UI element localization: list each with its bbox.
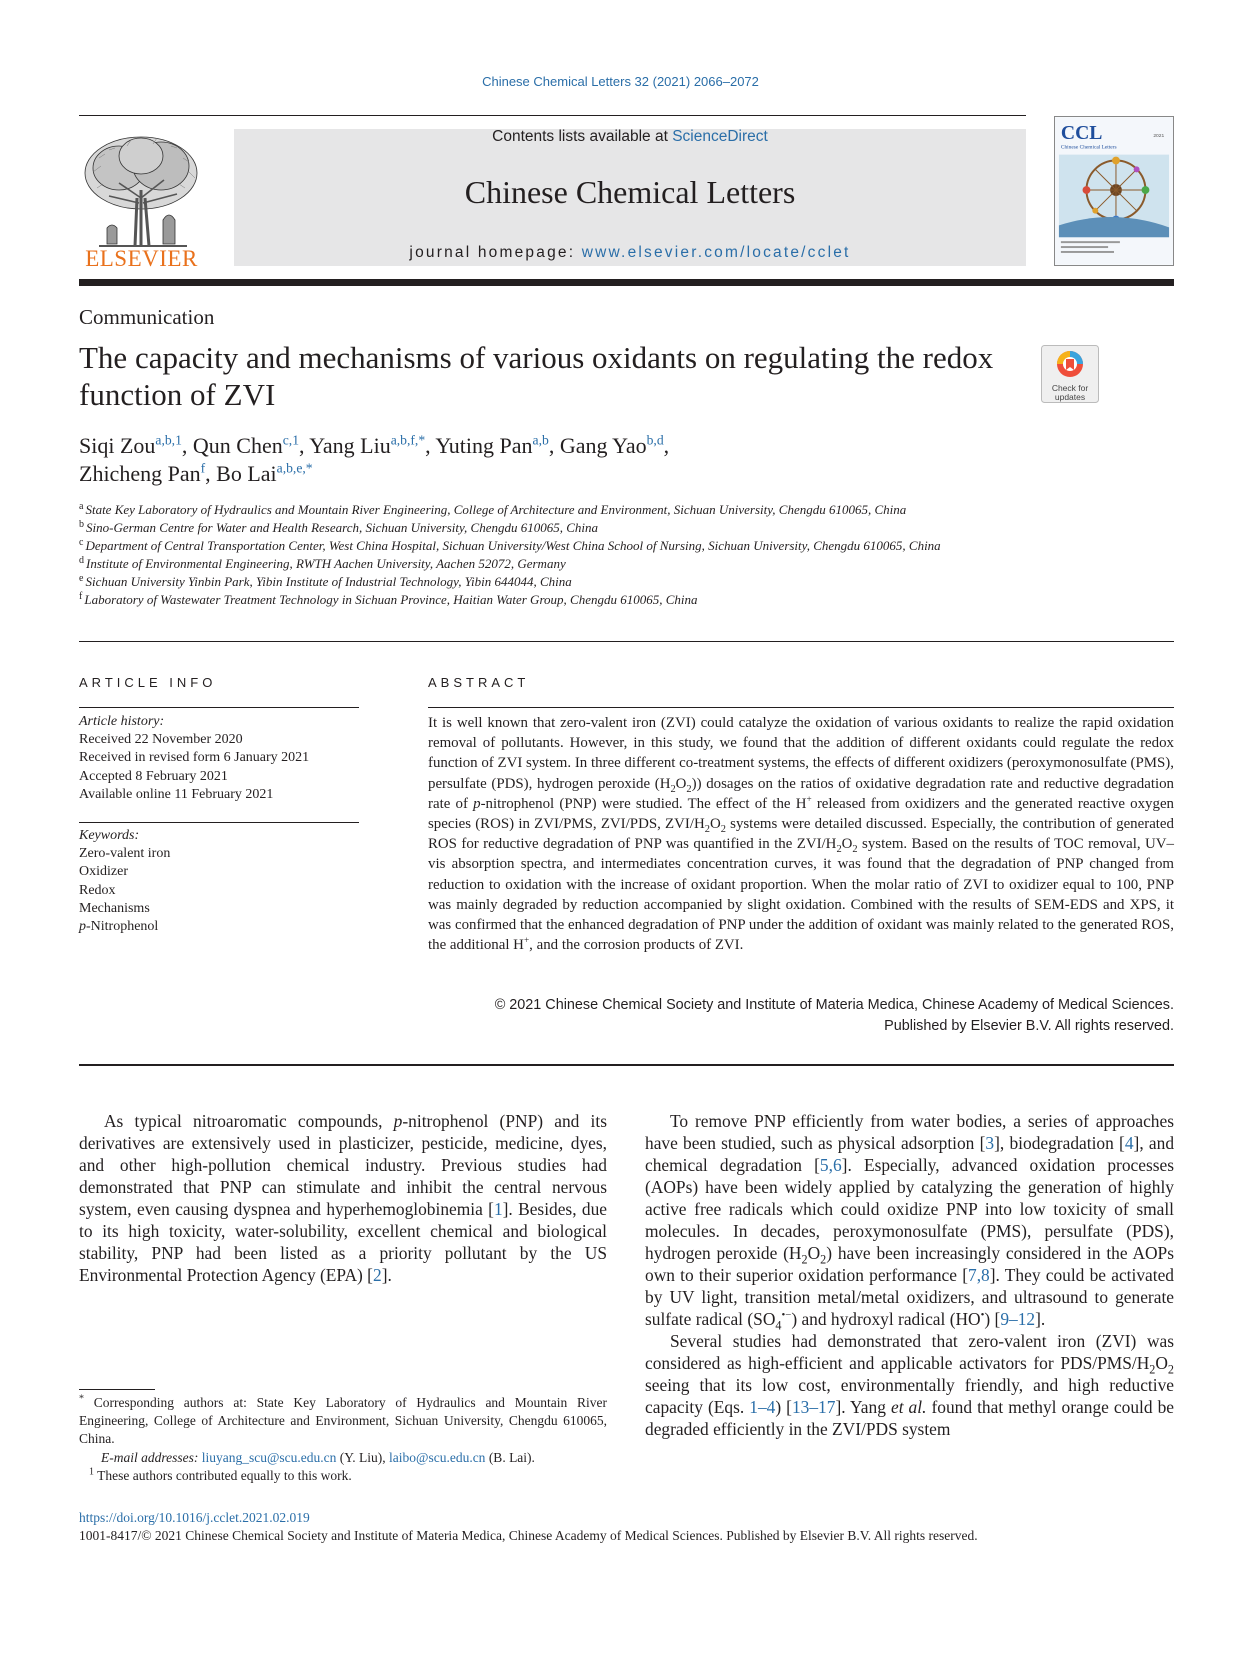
copyright-line: © 2021 Chinese Chemical Society and Institute of Materia Medica, Chinese Academy of Medical Sciences. xyxy=(494,997,1174,1013)
affiliation: $^f$ Laboratory of Wastewater Treatment Technology in Sichuan Province, Haitian Water Group, Chengdu 610065, China xyxy=(79,590,698,607)
article-title: The capacity and mechanisms of various oxidants on regulating the redox function of ZVI xyxy=(79,340,994,412)
journal-citation[interactable]: Chinese Chemical Letters 32 (2021) 2066–2072 xyxy=(482,74,759,89)
doi-link[interactable]: https://doi.org/10.1016/j.cclet.2021.02.019 xyxy=(79,1510,310,1525)
journal-cover-image[interactable] xyxy=(1054,116,1174,266)
keyword: p-Nitrophenol xyxy=(79,919,159,935)
body-paragraph: To remove PNP efficiently from water bodies, a series of approaches have been studied, such as physical adsorption [3], biodegradation [4], and chemical degradation [5,6]. Especially, advanced oxidation processes (AOPs) have been widely applied by catalyzing the generation of highly active free radicals which could oxidize PNP into low toxicity of small molecules. In decades, peroxymonosulfate (PMS), persulfate (PDS), hydrogen peroxide $(H_2O_2)$ have been increasingly considered in the AOPs own to their superior oxidation performance [7,8]. They could be activated by UV light, transition metal/metal oxidizers, and ultrasound to generate sulfate radical $(SO_4^{•-})$ and hydroxyl radical (HO•) [9–12]. xyxy=(645,1111,1175,1333)
footnote-rule xyxy=(79,1389,155,1390)
affiliation: $^c$ Department of Central Transportation Center, West China Hospital, Sichuan University/West China School of Nursing, Sichuan University, Chengdu 610065, China xyxy=(79,536,941,553)
affiliation: $^b$ Sino-German Centre for Water and Health Research, Sichuan University, Chengdu 610065, China xyxy=(79,518,599,535)
article-history xyxy=(79,713,359,804)
email-link[interactable]: liuyang_scu@scu.edu.cn xyxy=(201,1449,337,1465)
history-item: Received in revised form 6 January 2021 xyxy=(79,750,310,766)
cover-issue: 2021 xyxy=(1153,133,1165,139)
keywords-label: Keywords: xyxy=(79,828,140,843)
article-info-heading: ARTICLE INFO xyxy=(79,675,217,690)
equation-link[interactable]: 1–4 xyxy=(749,1397,776,1417)
author[interactable]: Gang Yao$^{b,d}$, xyxy=(559,432,670,458)
author-list xyxy=(79,432,1029,488)
body-paragraph: Several studies had demonstrated that zero-valent iron (ZVI) was considered as high-efficient and applicable activators for PDS/$PMS/H_2O_2$ seeing that its low cost, environmentally friendly, and high reductive capacity (Eqs. 1–4) [13–17]. Yang et al. found that methyl orange could be degraded efficiently in the ZVI/PDS system xyxy=(645,1331,1174,1439)
author[interactable]: Zhicheng Pan$^f$, xyxy=(79,460,217,486)
author[interactable]: Yuting Pan$^{a,b}$, xyxy=(435,432,560,458)
reference-link[interactable]: 13–17 xyxy=(791,1397,836,1417)
elsevier-wordmark: ELSEVIER xyxy=(85,246,198,271)
abstract-heading: ABSTRACT xyxy=(428,675,530,690)
keyword: Mechanisms xyxy=(79,900,150,916)
article-info-rule xyxy=(79,707,359,708)
footnote-corresponding: * Corresponding authors at: State Key Laboratory of Hydraulics and Mountain River Engineering, College of Architecture and Environment, Sichuan University, Chengdu 610065, China. xyxy=(79,1393,607,1447)
sciencedirect-link[interactable]: ScienceDirect xyxy=(672,128,768,145)
contents-line xyxy=(234,128,1026,146)
keyword: Zero-valent iron xyxy=(79,846,171,862)
abstract-rule xyxy=(428,707,1174,708)
top-rule xyxy=(79,115,1026,116)
header-thick-rule xyxy=(79,279,1174,286)
footnote-emails: E-mail addresses: liuyang_scu@scu.edu.cn (Y. Liu), laibo@scu.edu.cn (B. Lai). xyxy=(101,1449,535,1465)
abstract-copyright xyxy=(428,995,1174,1036)
contents-prefix: Contents lists available at xyxy=(492,128,673,145)
affiliation: $^e$ Sichuan University Yinbin Park, Yibin Institute of Industrial Technology, Yibin 644044, China xyxy=(79,572,572,589)
reference-link[interactable]: 1 xyxy=(493,1199,503,1219)
affiliation: $^a$ State Key Laboratory of Hydraulics and Mountain River Engineering, College of Architecture and Environment, Sichuan University, Chengdu 610065, China xyxy=(79,500,907,517)
homepage-line xyxy=(234,244,1026,262)
reference-link[interactable]: 7,8 xyxy=(968,1265,990,1285)
reference-link[interactable]: 5,6 xyxy=(819,1155,842,1175)
body-column-left xyxy=(79,1110,607,1286)
footnote-equal-contribution: $^1$ These authors contributed equally to this work. xyxy=(89,1466,352,1483)
keywords xyxy=(79,827,359,936)
journal-name: Chinese Chemical Letters xyxy=(464,174,796,210)
body-paragraph: As typical nitroaromatic compounds, p-nitrophenol (PNP) and its derivatives are extensively used in plasticizer, pesticide, medicine, dyes, and other high-pollution chemical industry. Previous studies had demonstrated that PNP can stimulate and inhibit the central nervous system, even causing dyspnea and hyperhemoglobinemia [1]. Besides, due to its high toxicity, water-solubility, excellent chemical and biological stability, PNP had been listed as a priority pollutant by the US Environmental Protection Agency (EPA) [2]. xyxy=(79,1111,607,1285)
keyword: Oxidizer xyxy=(79,864,128,880)
crossmark-label: Check for updates xyxy=(1051,383,1089,402)
email-link[interactable]: laibo@scu.edu.cn xyxy=(389,1449,486,1465)
reference-link[interactable]: 9–12 xyxy=(1000,1309,1036,1329)
history-item: Available online 11 February 2021 xyxy=(79,786,274,802)
reference-link[interactable]: 2 xyxy=(372,1265,382,1285)
author[interactable]: Yang Liu$^{a,b,f,*}$, xyxy=(309,432,436,458)
history-item: Accepted 8 February 2021 xyxy=(79,768,228,784)
issn-copyright-line: 1001-8417/© 2021 Chinese Chemical Society and Institute of Materia Medica, Chinese Academy of Medical Sciences. Published by Elsevier B.V. All rights reserved. xyxy=(79,1528,978,1543)
body-column-right xyxy=(645,1110,1174,1440)
affiliation: $^d$ Institute of Environmental Engineering, RWTH Aachen University, Aachen 52072, Germany xyxy=(79,554,566,571)
author[interactable]: Qun Chen$^{c,1}$, xyxy=(192,432,310,458)
author[interactable]: Siqi Zou$^{a,b,1}$, xyxy=(79,432,193,458)
abstract-body: It is well known that zero-valent iron (ZVI) could catalyze the oxidation of various oxidants to realize the rapid oxidation removal of pollutants. However, in this study, we found that the addition of different oxidants could regulate the redox function of ZVI system. In three different co-treatment systems, the effects of different oxidizers (peroxymonosulfate (PMS), persulfate (PDS), hydrogen peroxide $(H_2O_2)$) dosages on the ratios of oxidative degradation rate and reductive degradation rate of p-nitrophenol (PNP) were studied. The effect of the H+ released from oxidizers and the generated reactive oxygen species (ROS) in ZVI/PMS, ZVI/PDS, ZVI/$H_2O_2$ systems were detailed discussed. Especially, the contribution of generated ROS for reductive degradation of PNP was quantified in the ZVI/$H_2O_2$ system. Based on the results of TOC removal, UV–vis absorption spectra, and intermediates concentration curves, it was found that the degradation of PNP changed from reduction to oxidation with the increase of oxidant proportion. When the molar ratio of ZVI to oxidizer equal to 100, PNP was mainly degraded by reduction accompanied by slight oxidation. Combined with the results of SEM-EDS and XPS, it was confirmed that the enhanced degradation of PNP under the addition of oxidant was mainly related to the generated ROS, the additional H+, and the corrosion products of ZVI. xyxy=(428,715,1174,954)
cover-subtitle: Chinese Chemical Letters xyxy=(1060,144,1117,151)
history-label: Article history: xyxy=(79,714,165,729)
reference-link[interactable]: 3 xyxy=(985,1133,995,1153)
author[interactable]: Bo Lai$^{a,b,e,*}$ xyxy=(216,460,313,486)
article-type: Communication xyxy=(79,305,215,329)
keyword: Redox xyxy=(79,882,116,898)
affiliations xyxy=(79,501,1039,609)
keywords-rule xyxy=(79,822,359,823)
homepage-link[interactable]: www.elsevier.com/locate/cclet xyxy=(581,244,851,261)
footnotes xyxy=(79,1394,607,1485)
copyright-line: Published by Elsevier B.V. All rights reserved. xyxy=(884,1017,1174,1034)
cover-title: CCL xyxy=(1060,121,1103,144)
reference-link[interactable]: 4 xyxy=(1124,1133,1134,1153)
history-item: Received 22 November 2020 xyxy=(79,732,243,748)
abstract-end-rule xyxy=(79,1064,1174,1066)
homepage-prefix: journal homepage: xyxy=(409,244,582,261)
affiliation-rule xyxy=(79,641,1174,642)
